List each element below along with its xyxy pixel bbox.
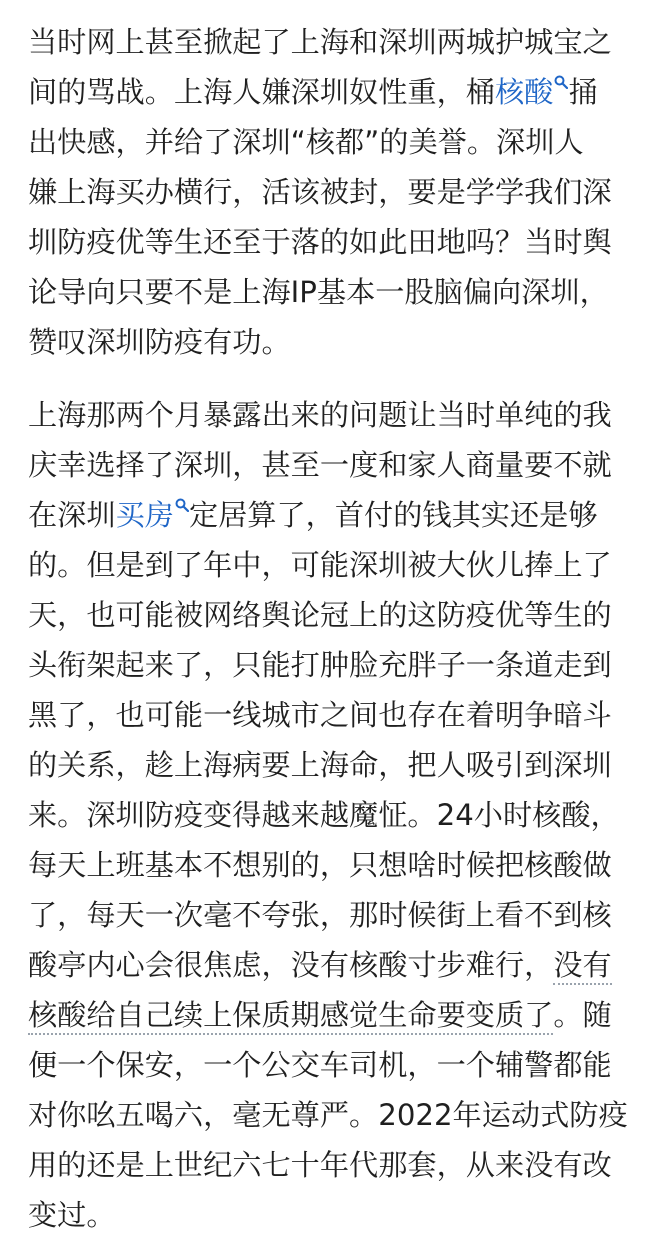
text-line (28, 490, 598, 540)
text-line (28, 67, 598, 117)
text-line (28, 1190, 116, 1240)
text-line (28, 167, 612, 217)
text-segment: 捅 (568, 75, 598, 109)
search-icon[interactable] (554, 54, 568, 68)
text-line (28, 790, 620, 840)
text-segment: 每天上班基本不想别的，只想啥时候把核酸做 (28, 848, 612, 882)
text-segment: 天，也可能被网络舆论冠上的这防疫优等生的 (28, 598, 612, 632)
text-segment: 间的骂战。上海人嫌深圳奴性重，桶 (28, 75, 495, 109)
text-segment: 当时网上甚至掀起了上海和深圳两城护城宝之 (28, 25, 612, 59)
text-line (28, 317, 291, 367)
highlighted-text[interactable]: 核酸给自己续上保质期感觉生命要变质了 (28, 998, 553, 1035)
text-line (28, 390, 612, 440)
text-line (28, 740, 612, 790)
text-line (28, 117, 584, 167)
text-segment: 上海那两个月暴露出来的问题让当时单纯的我 (28, 398, 612, 432)
text-segment: 在深圳 (28, 498, 116, 532)
text-segment: 了，每天一次毫不夸张，那时候街上看不到核 (28, 898, 612, 932)
text-segment: 圳防疫优等生还至于落的如此田地吗？当时舆 (28, 225, 612, 259)
text-line (28, 1140, 612, 1190)
text-segment: 变过。 (28, 1198, 116, 1232)
text-segment: 的关系，趁上海病要上海命，把人吸引到深圳 (28, 748, 612, 782)
text-line (28, 440, 612, 490)
text-line (28, 840, 612, 890)
text-segment: 论导向只要不是上海IP基本一股脑偏向深圳， (28, 275, 609, 309)
text-line (28, 640, 612, 690)
text-segment: 嫌上海买办横行，活该被封，要是学学我们深 (28, 175, 612, 209)
text-line (28, 590, 612, 640)
text-segment: 的。但是到了年中，可能深圳被大伙儿捧上了 (28, 548, 612, 582)
text-line (28, 17, 612, 67)
text-segment: 头衔架起来了，只能打肿脸充胖子一条道走到 (28, 648, 612, 682)
keyword-link[interactable]: 买房 (115, 498, 174, 532)
text-line (28, 540, 612, 590)
text-line (28, 690, 612, 740)
text-line (28, 217, 612, 267)
text-line (28, 940, 612, 990)
text-segment: 酸亭内心会很焦虑，没有核酸寸步难行， (28, 948, 554, 982)
text-segment: 定居算了，首付的钱其实还是够 (188, 498, 598, 532)
text-segment: 对你吆五喝六，毫无尊严。2022年运动式防疫 (28, 1098, 628, 1132)
text-line (28, 890, 612, 940)
highlighted-text[interactable]: 没有 (553, 948, 611, 985)
text-segment: 。随 (553, 998, 612, 1032)
text-line (28, 1040, 612, 1090)
text-line (28, 990, 612, 1040)
text-segment: 黑了，也可能一线城市之间也存在着明争暗斗 (28, 698, 612, 732)
text-segment: 赞叹深圳防疫有功。 (28, 325, 291, 359)
text-segment: 庆幸选择了深圳，甚至一度和家人商量要不就 (28, 448, 612, 482)
keyword-link[interactable]: 核酸 (495, 75, 554, 109)
text-segment: 便一个保安，一个公交车司机，一个辅警都能 (28, 1048, 612, 1082)
search-icon[interactable] (175, 477, 189, 491)
text-segment: 用的还是上世纪六七十年代那套，从来没有改 (28, 1148, 612, 1182)
text-line (28, 267, 609, 317)
text-segment: 来。深圳防疫变得越来越魔怔。24小时核酸， (28, 798, 620, 832)
text-line (28, 1090, 628, 1140)
text-segment: 出快感，并给了深圳“核都”的美誉。深圳人 (28, 125, 584, 159)
